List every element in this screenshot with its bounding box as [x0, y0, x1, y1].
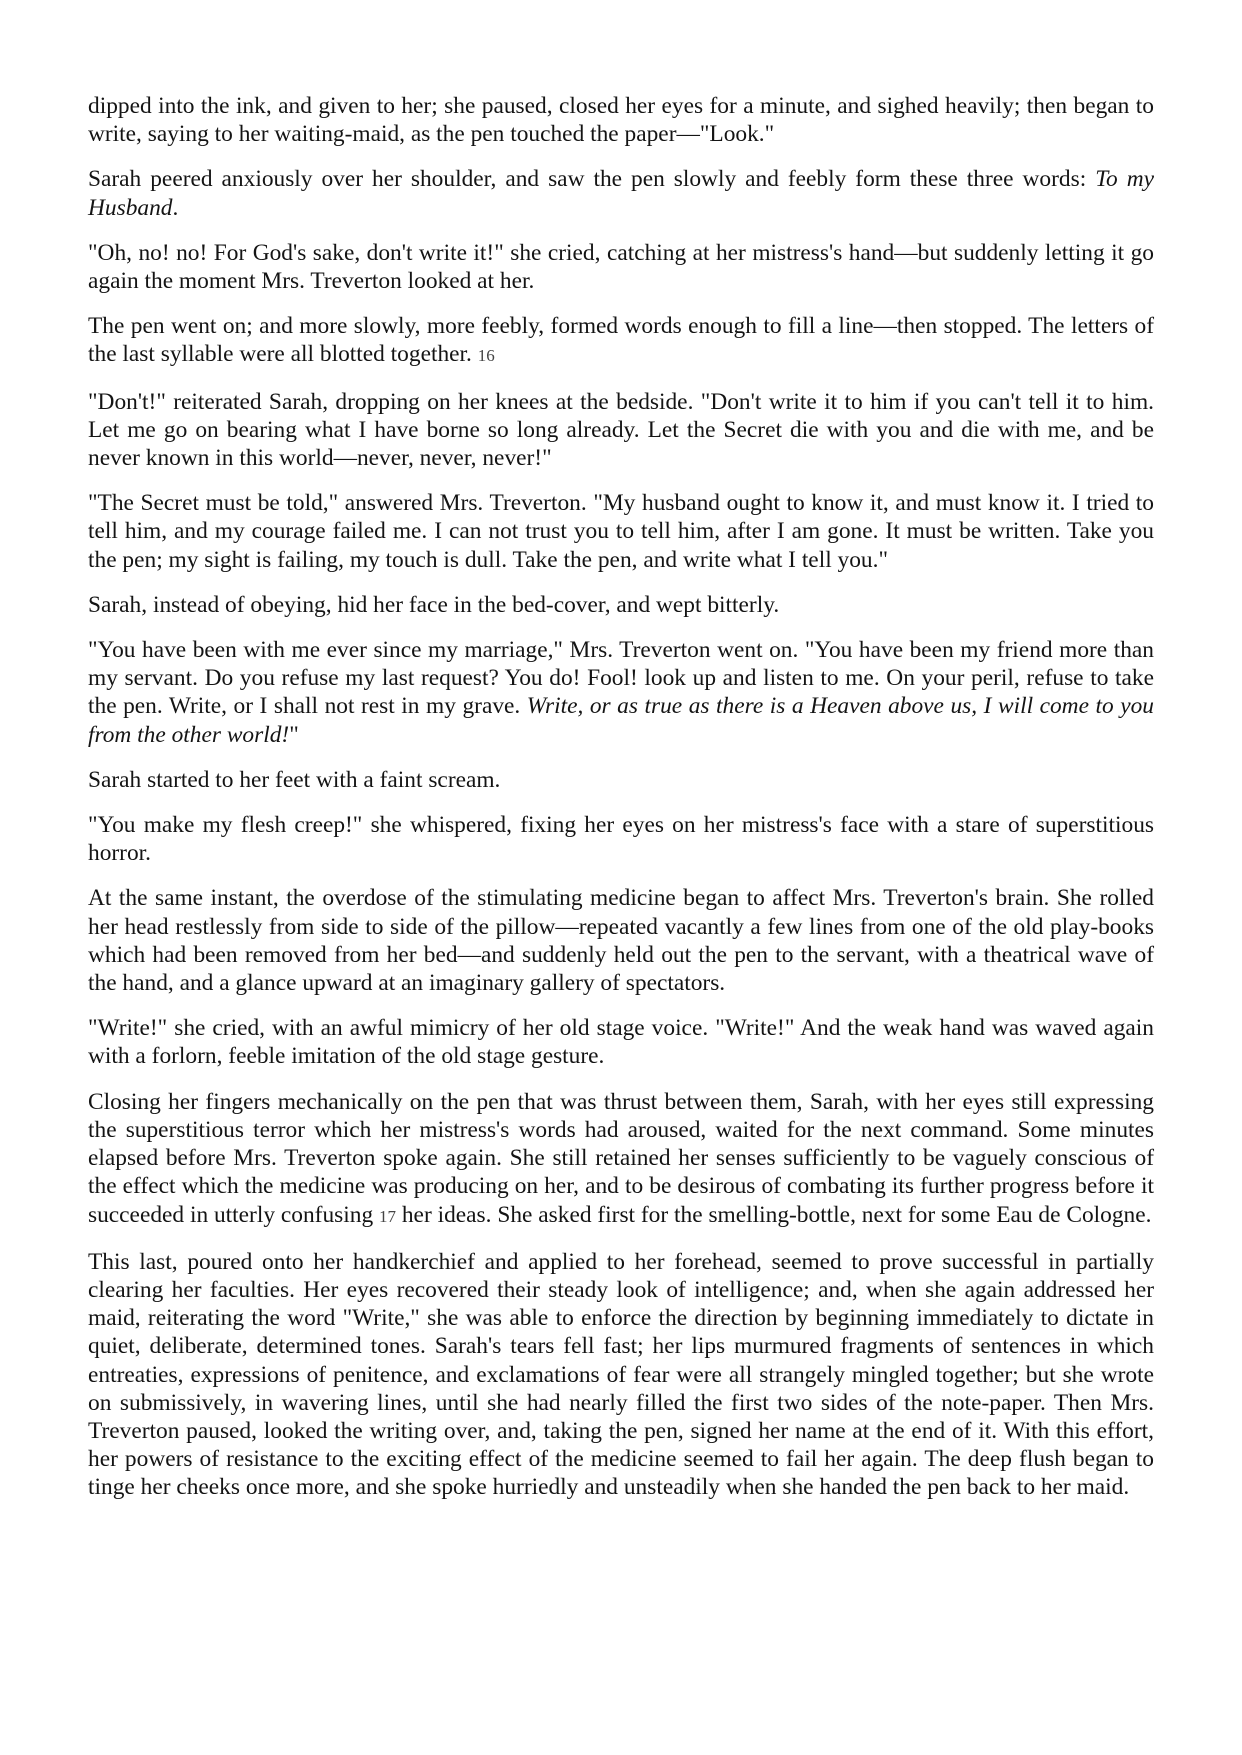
- paragraph-text: Sarah, instead of obeying, hid her face in the bed-cover, and wept bitterly.: [88, 591, 780, 618]
- paragraph-5: [88, 388, 1154, 473]
- paragraph-text: "Don't!" reiterated Sarah, dropping on her knees at the bedside. "Don't write it to him if you can't tell it to him. Let me go on bearing what I have borne so long already. Let the Secret die with you and die with me, and be never known in this world—never, never, never!": [88, 388, 1154, 472]
- paragraph-text: "You make my flesh creep!" she whispered, fixing her eyes on her mistress's face with a stare of superstitious horror.: [88, 812, 1154, 867]
- paragraph-1: [88, 92, 1154, 148]
- paragraph-text: dipped into the ink, and given to her; she paused, closed her eyes for a minute, and sighed heavily; then began to write, saying to her waiting-maid, as the pen touched the paper—"Look.": [88, 93, 1154, 148]
- paragraph-14: [88, 1248, 1154, 1502]
- paragraph-text: At the same instant, the overdose of the stimulating medicine began to affect Mrs. Treverton's brain. She rolled her head restlessly from side to side of the pillow—repeated vacantly a few lines from one of the old play-books which had been removed from her bed—and suddenly held out the pen to the servant, with a theatrical wave of the hand, and a glance upward at an imaginary gallery of spectators.: [88, 885, 1154, 997]
- paragraph-12: [88, 1014, 1154, 1070]
- paragraph-text-end: ": [289, 721, 299, 748]
- paragraph-text: Closing her fingers mechanically on the pen that was thrust between them, Sarah, with her eyes still expressing the superstitious terror which her mistress's words had aroused, waited for the next command. Some minutes elapsed before Mrs. Treverton spoke again. She still retained her senses sufficiently to be vaguely conscious of the effect which the medicine was producing on her, and to be desirous of combating its further progress before it succeeded in utterly confusing: [88, 1088, 1154, 1228]
- paragraph-13: [88, 1088, 1154, 1231]
- book-page: [88, 92, 1154, 1519]
- paragraph-text: This last, poured onto her handkerchief and applied to her forehead, seemed to prove successful in partially clearing her faculties. Her eyes recovered their steady look of intelligence; and, when she again addressed her maid, reiterating the word "Write," she was able to enforce the direction by beginning immediately to dictate in quiet, deliberate, determined tones. Sarah's tears fell fast; her lips murmured fragments of sentences in which entreaties, expressions of penitence, and exclamations of fear were all strangely mingled together; but she wrote on submissively, in wavering lines, until she had nearly filled the first two sides of the note-paper. Then Mrs. Treverton paused, looked the writing over, and, taking the pen, signed her name at the end of it. With this effort, her powers of resistance to the exciting effect of the medicine seemed to fail her again. The deep flush began to tinge her cheeks once more, and she spoke hurriedly and unsteadily when she handed the pen back to her maid.: [88, 1248, 1154, 1501]
- paragraph-text: Sarah started to her feet with a faint scream.: [88, 766, 501, 793]
- paragraph-text: "You have been with me ever since my marriage," Mrs. Treverton went on. "You have been my friend more than my servant. Do you refuse my last request? You do! Fool! look up and listen to me. On your peril, refuse to take the pen. Write, or I shall not rest in my grave.: [88, 637, 1154, 720]
- paragraph-text-end: her ideas. She asked first for the smelling-bottle, next for some Eau de Cologne.: [396, 1201, 1152, 1228]
- page-number: 17: [379, 1206, 397, 1226]
- italic-phrase: To my Husband: [88, 166, 1154, 221]
- paragraph-4: [88, 312, 1154, 370]
- paragraph-11: [88, 884, 1154, 997]
- paragraph-7: [88, 591, 1154, 619]
- paragraph-10: [88, 811, 1154, 867]
- page-number: 16: [477, 346, 495, 366]
- paragraph-text: Sarah peered anxiously over her shoulder, and saw the pen slowly and feebly form these three words:: [88, 166, 1096, 193]
- paragraph-text-end: .: [172, 194, 179, 221]
- paragraph-text: "The Secret must be told," answered Mrs. Treverton. "My husband ought to know it, and must know it. I tried to tell him, and my courage failed me. I can not trust you to tell him, after I am gone. It must be written. Take you the pen; my sight is failing, my touch is dull. Take the pen, and write what I tell you.": [88, 490, 1154, 573]
- paragraph-9: [88, 766, 1154, 794]
- paragraph-3: [88, 239, 1154, 295]
- paragraph-8: [88, 636, 1154, 749]
- italic-phrase: Write, or as true as there is a Heaven above us, I will come to you from the other world!: [88, 693, 1154, 748]
- paragraph-6: [88, 489, 1154, 574]
- paragraph-text: The pen went on; and more slowly, more feebly, formed words enough to fill a line—then stopped. The letters of the last syllable were all blotted together.: [88, 313, 1154, 368]
- paragraph-text: "Write!" she cried, with an awful mimicry of her old stage voice. "Write!" And the weak hand was waved again with a forlorn, feeble imitation of the old stage gesture.: [88, 1015, 1154, 1070]
- paragraph-2: [88, 165, 1154, 221]
- paragraph-text: "Oh, no! no! For God's sake, don't write it!" she cried, catching at her mistress's hand—but suddenly letting it go again the moment Mrs. Treverton looked at her.: [88, 239, 1154, 295]
